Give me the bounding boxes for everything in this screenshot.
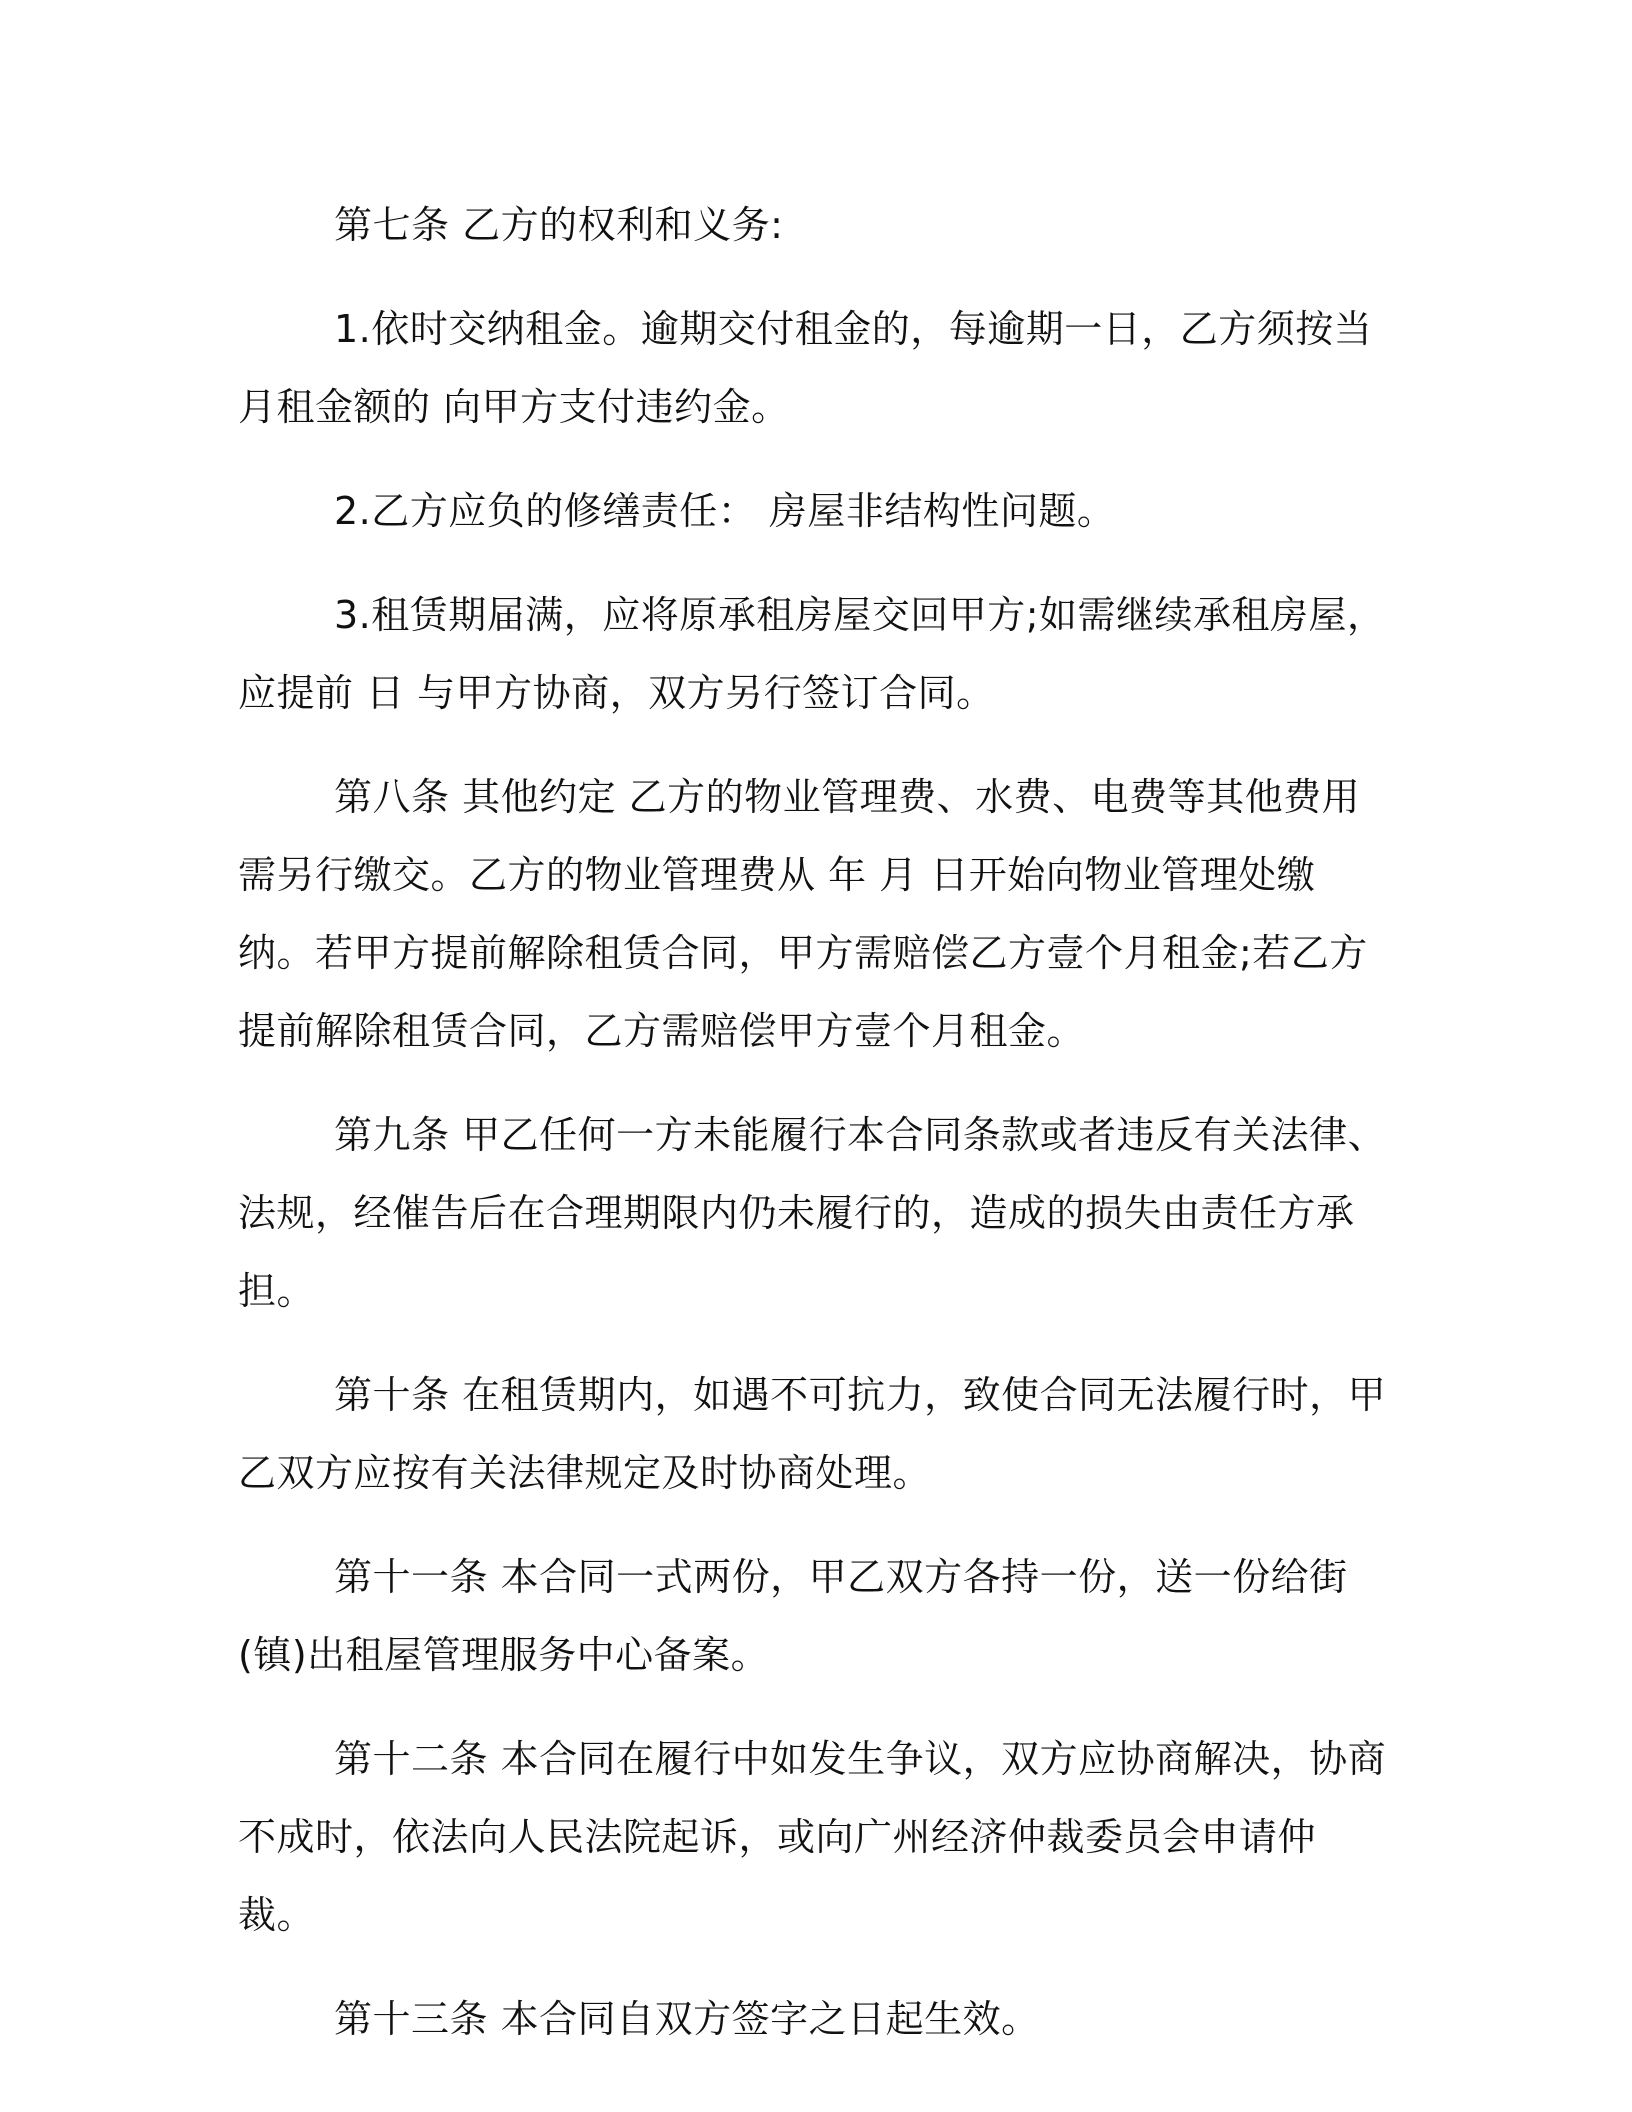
article-7-clause-2: 2.乙方应负的修缮责任： 房屋非结构性问题。 (334, 489, 1116, 533)
article-8: 第八条 其他约定 乙方的物业管理费、水费、电费等其他费用需另行缴交。乙方的物业管理费从 年 月 日开始向物业管理处缴纳。若甲方提前解除租赁合同，甲方需赔偿乙方壹个月租金;若乙方提前解除租赁合同，乙方需赔偿甲方壹个月租金。 (238, 775, 1368, 1053)
article-7-heading: 第七条 乙方的权利和义务: (334, 203, 784, 247)
article-12: 第十二条 本合同在履行中如发生争议，双方应协商解决，协商不成时，依法向人民法院起诉，或向广州经济仲裁委员会申请仲裁。 (238, 1737, 1387, 1937)
article-11: 第十一条 本合同一式两份，甲乙双方各持一份，送一份给街(镇)出租屋管理服务中心备案。 (238, 1555, 1348, 1677)
article-10: 第十条 在租赁期内，如遇不可抗力，致使合同无法履行时，甲乙双方应按有关法律规定及时协商处理。 (238, 1373, 1387, 1495)
article-7-clause-1: 1.依时交纳租金。逾期交付租金的，每逾期一日，乙方须按当月租金额的 向甲方支付违约金。 (238, 307, 1373, 429)
article-7-clause-3: 3.租赁期届满，应将原承租房屋交回甲方;如需继续承租房屋，应提前 日 与甲方协商，双方另行签订合同。 (238, 593, 1386, 715)
document-body (238, 186, 1390, 2084)
article-13: 第十三条 本合同自双方签字之日起生效。 (334, 1997, 1040, 2041)
article-9: 第九条 甲乙任何一方未能履行本合同条款或者违反有关法律、法规，经催告后在合理期限内仍未履行的，造成的损失由责任方承担。 (238, 1113, 1387, 1313)
